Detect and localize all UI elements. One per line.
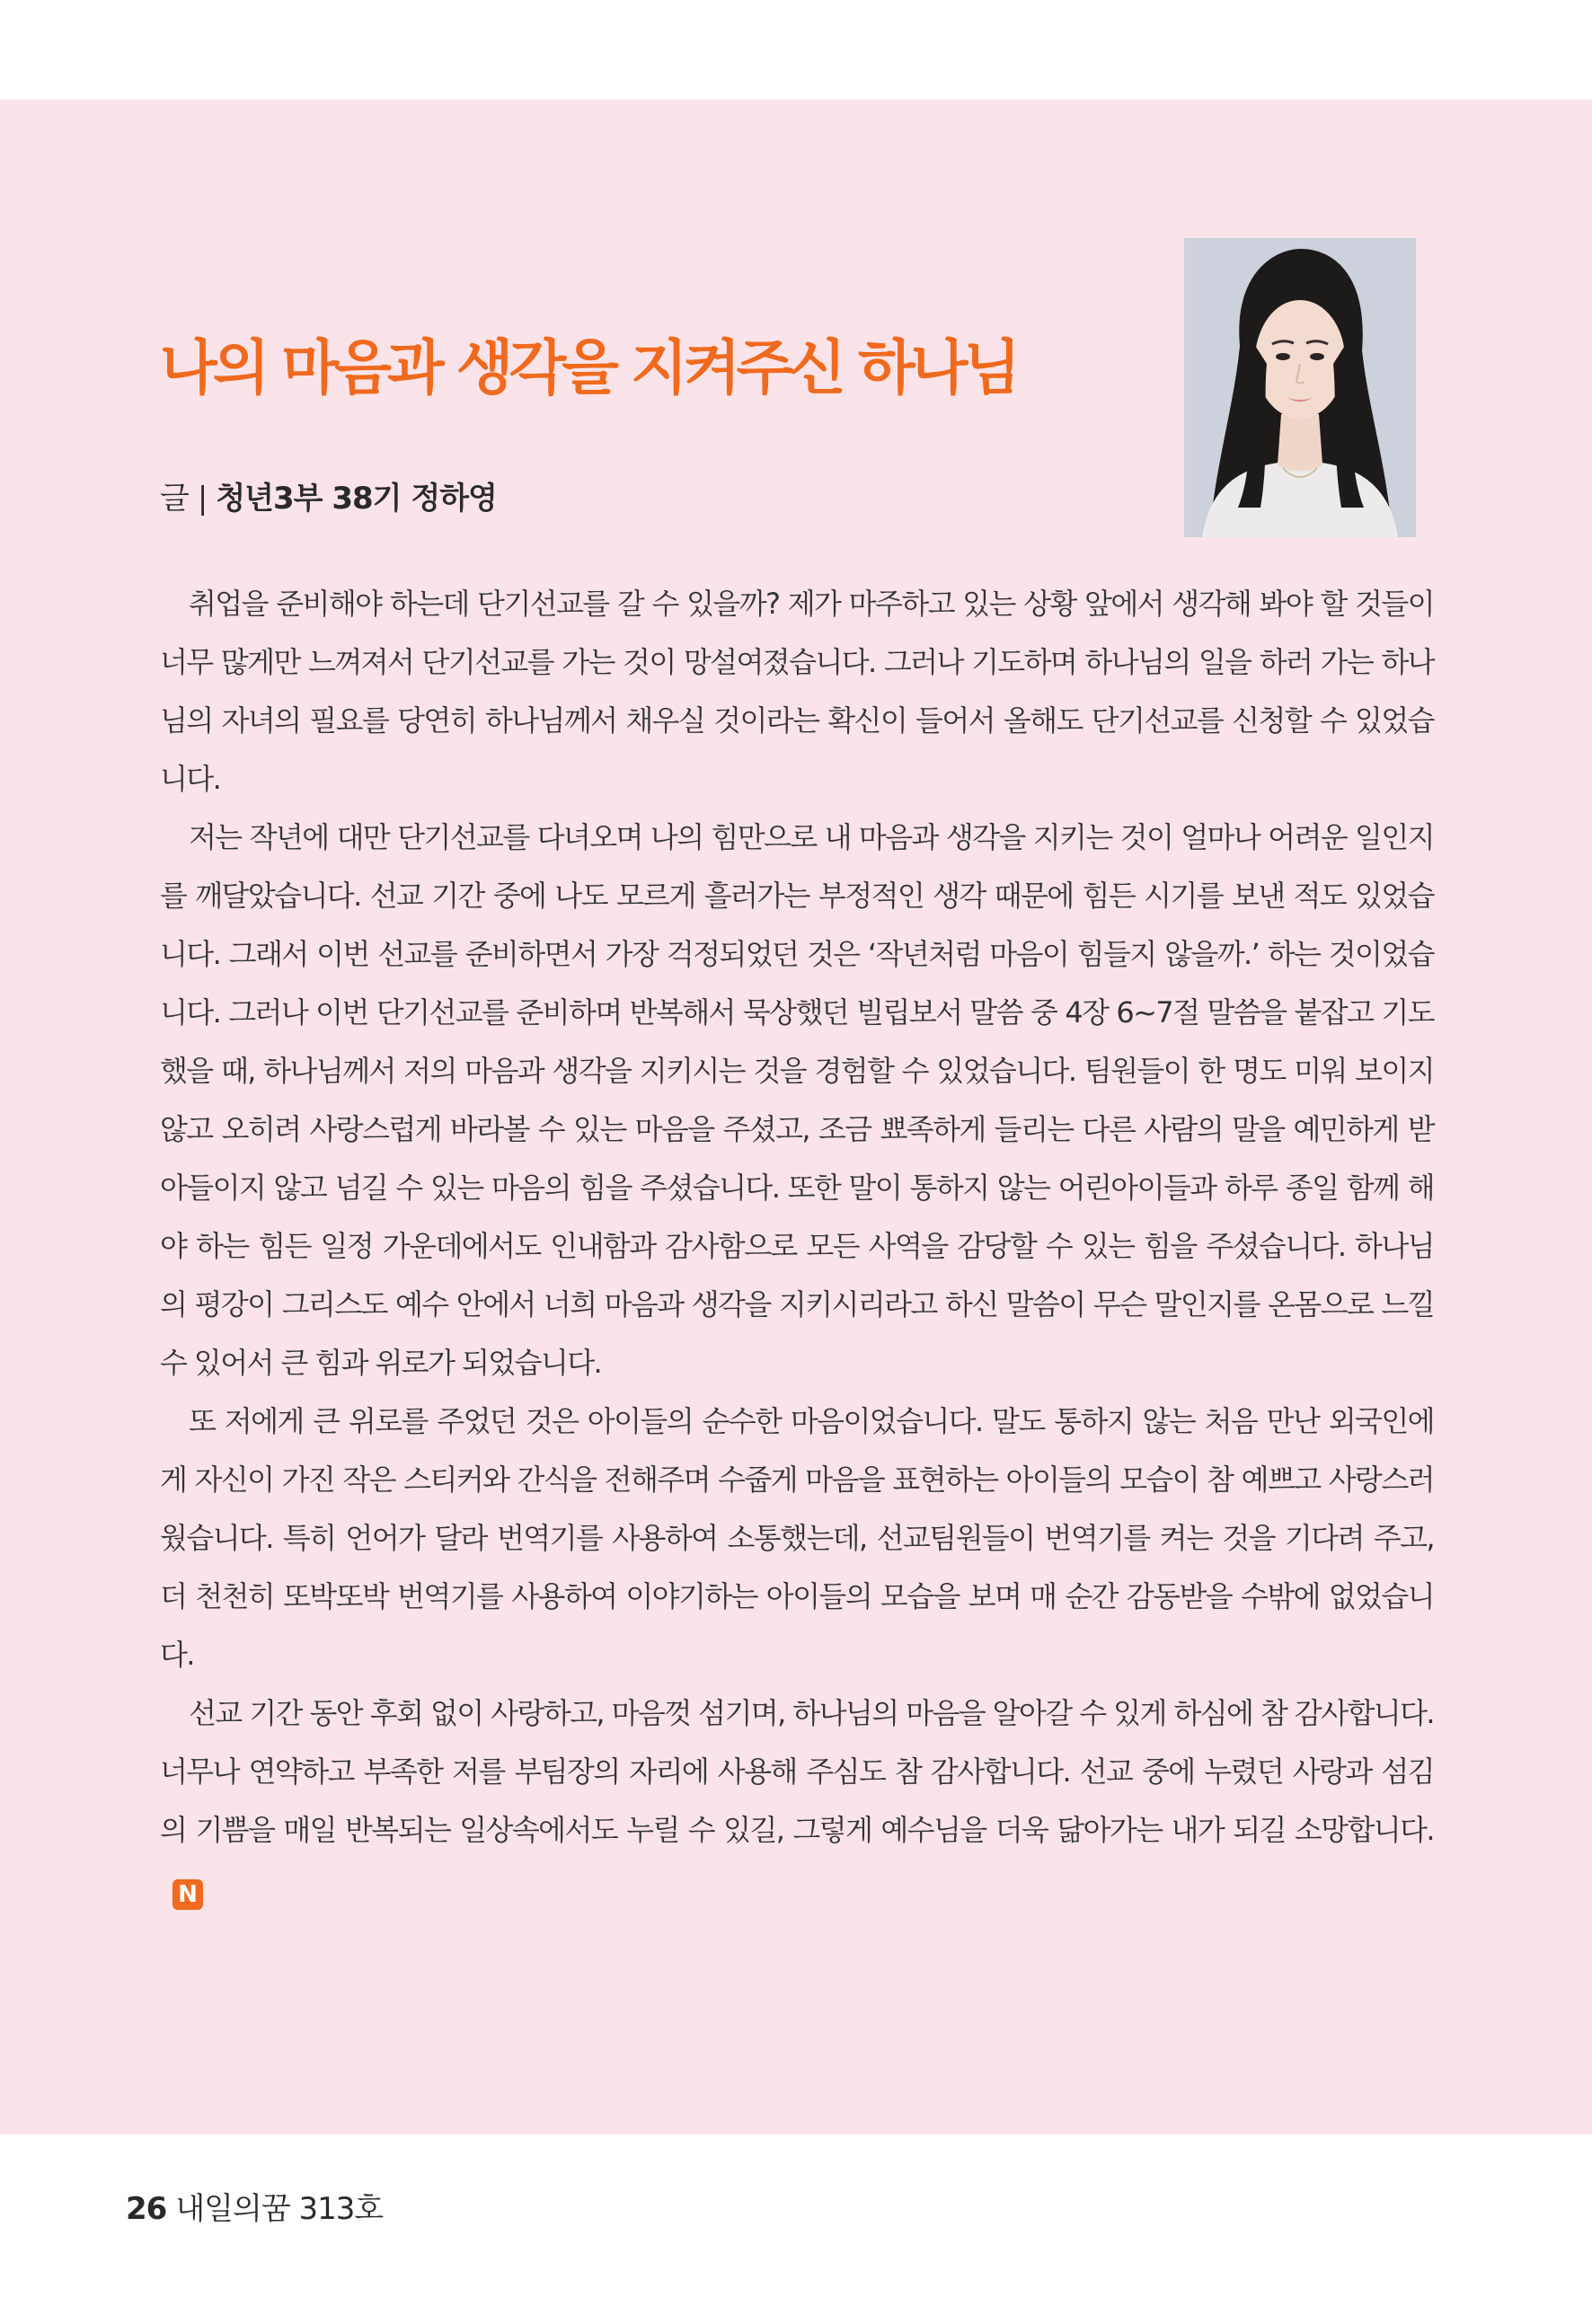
byline xyxy=(160,476,497,521)
paragraph-3: 또 저에게 큰 위로를 주었던 것은 아이들의 순수한 마음이었습니다. 말도 통하지 않는 처음 만난 외국인에게 자신이 가진 작은 스티커와 간식을 전해주며 수줍게 마음을 표현하는 아이들의 모습이 참 예쁘고 사랑스러웠습니다. 특히 언어가 달라 번역기를 사용하여 소통했는데, 선교팀원들이 번역기를 켜는 것을 기다려 주고, 더 천천히 또박또박 번역기를 사용하여 이야기하는 아이들의 모습을 보며 매 순간 감동받을 수밖에 없었습니다. xyxy=(160,1404,1434,1672)
end-mark-icon: N xyxy=(172,1879,203,1910)
paragraph-4-text: 선교 기간 동안 후회 없이 사랑하고, 마음껏 섬기며, 하나님의 마음을 알아갈 수 있게 하심에 참 감사합니다. 너무나 연약하고 부족한 저를 부팀장의 자리에 사용해 주심도 참 감사합니다. 선교 중에 누렸던 사랑과 섬김의 기쁨을 매일 반복되는 일상속에서도 누릴 수 있길, 그렇게 예수님을 더욱 닮아가는 내가 되길 소망합니다. xyxy=(160,1696,1434,1847)
article-title: 나의 마음과 생각을 지켜주신 하나님 xyxy=(160,333,1017,402)
publication-title: 내일의꿈 313호 xyxy=(175,2191,384,2227)
paragraph-4 xyxy=(160,1684,1434,1918)
page-footer xyxy=(126,2187,383,2231)
page-number: 26 xyxy=(126,2191,167,2227)
author-photo xyxy=(1184,238,1416,537)
byline-prefix: 글 xyxy=(160,481,189,517)
article-body xyxy=(160,575,1434,1918)
byline-separator: | xyxy=(197,481,208,517)
author-name: 청년3부 38기 정하영 xyxy=(216,481,497,517)
paragraph-1: 취업을 준비해야 하는데 단기선교를 갈 수 있을까? 제가 마주하고 있는 상황 앞에서 생각해 봐야 할 것들이 너무 많게만 느껴져서 단기선교를 가는 것이 망설여졌습니다. 그러나 기도하며 하나님의 일을 하러 가는 하나님의 자녀의 필요를 당연히 하나님께서 채우실 것이라는 확신이 들어서 올해도 단기선교를 신청할 수 있었습니다. xyxy=(160,587,1434,796)
paragraph-2: 저는 작년에 대만 단기선교를 다녀오며 나의 힘만으로 내 마음과 생각을 지키는 것이 얼마나 어려운 일인지를 깨달았습니다. 선교 기간 중에 나도 모르게 흘러가는 부정적인 생각 때문에 힘든 시기를 보낸 적도 있었습니다. 그래서 이번 선교를 준비하면서 가장 걱정되었던 것은 ‘작년처럼 마음이 힘들지 않을까.’ 하는 것이었습니다. 그러나 이번 단기선교를 준비하며 반복해서 묵상했던 빌립보서 말씀 중 4장 6~7절 말씀을 붙잡고 기도했을 때, 하나님께서 저의 마음과 생각을 지키시는 것을 경험할 수 있었습니다. 팀원들이 한 명도 미워 보이지 않고 오히려 사랑스럽게 바라볼 수 있는 마음을 주셨고, 조금 뾰족하게 들리는 다른 사람의 말을 예민하게 받아들이지 않고 넘길 수 있는 마음의 힘을 주셨습니다. 또한 말이 통하지 않는 어린아이들과 하루 종일 함께 해야 하는 힘든 일정 가운데에서도 인내함과 감사함으로 모든 사역을 감당할 수 있는 힘을 주셨습니다. 하나님의 평강이 그리스도 예수 안에서 너희 마음과 생각을 지키시리라고 하신 말씀이 무슨 말인지를 온몸으로 느낄 수 있어서 큰 힘과 위로가 되었습니다. xyxy=(160,820,1434,1380)
